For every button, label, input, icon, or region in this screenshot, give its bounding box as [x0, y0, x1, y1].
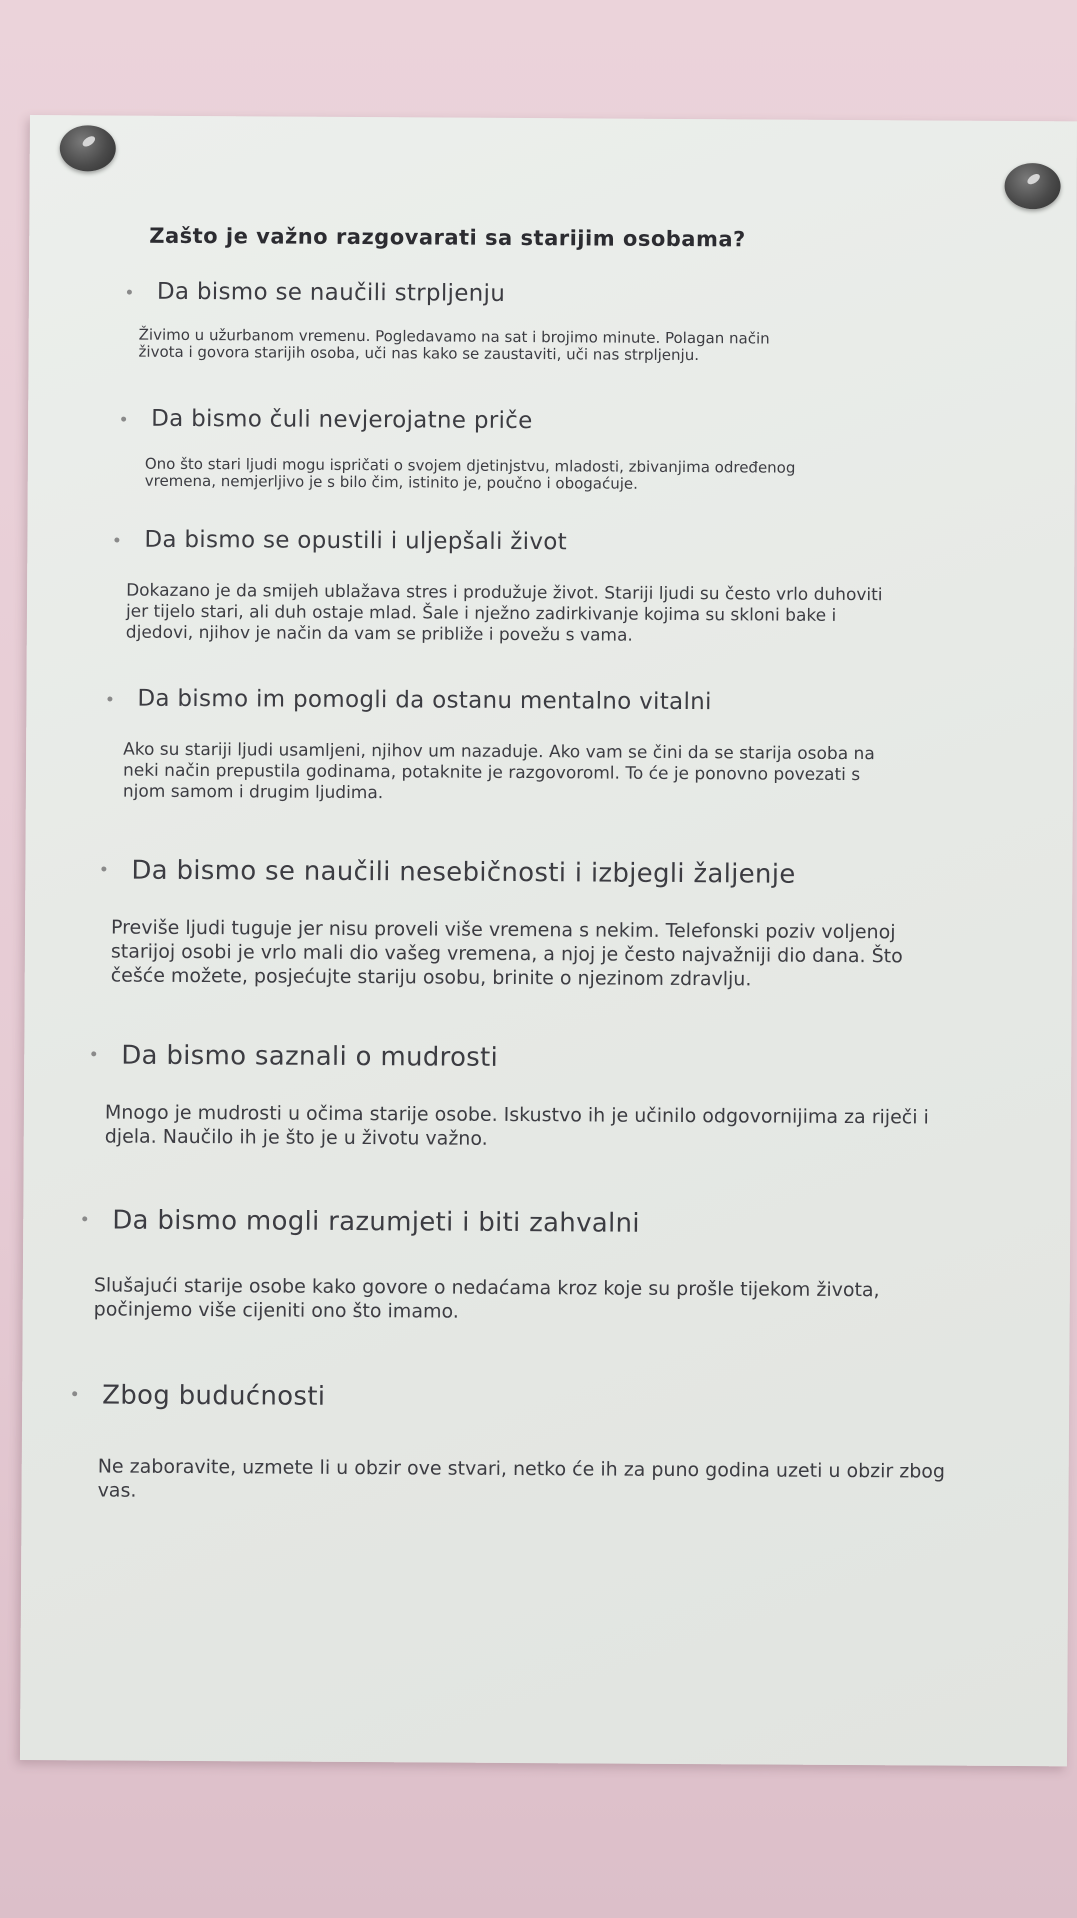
bullet-icon — [101, 866, 106, 871]
bullet-icon — [121, 417, 126, 422]
bullet-icon — [82, 1216, 87, 1221]
bullet-icon — [107, 696, 112, 701]
section-stories — [144, 405, 1077, 496]
section-text: Ono što stari ljudi mogu ispričati o svojem djetinjstvu, mladosti, zbivanjima određenog vremena, nemjerljivo je s bilo čim, istinito je, poučno i obogaćuje. — [144, 454, 796, 493]
section-text: Previše ljudi tuguje jer nisu proveli više vremena s nekim. Telefonski poziv voljenoj starijoj osobi je vrlo mali dio vašeg vremena, a njoj je često najvažniji dio dana. Što češće možete, posjećujte stariju osobu, brinite o njezinom zdravlju. — [110, 916, 903, 991]
section-gratitude — [93, 1205, 1077, 1328]
section-heading: Da bismo se naučili nesebičnosti i izbjegli žaljenje — [131, 856, 1077, 892]
bullet-icon — [91, 1051, 96, 1056]
section-text: Ako su stariji ljudi usamljeni, njihov um nazaduje. Ako vam se čini da se starija osoba na neki način prepustila godinama, potaknite je razgovoroml. To će je ponovno povezati s njom samom i drugim ljudima. — [122, 739, 875, 804]
section-heading: Zbog budućnosti — [102, 1380, 1077, 1416]
section-heading: Da bismo se naučili strpljenju — [157, 279, 1077, 311]
section-wisdom — [104, 1040, 1077, 1155]
section-heading: Da bismo čuli nevjerojatne priče — [151, 406, 1077, 438]
bullet-icon — [114, 538, 119, 543]
section-text: Živimo u užurbanom vremenu. Pogledavamo na sat i brojimo minute. Polagan način života i govora starijih osoba, uči nas kako se zaustaviti, uči nas strpljenju. — [138, 325, 770, 365]
sheet-content — [20, 115, 1077, 1766]
section-relax — [125, 526, 1077, 650]
section-heading: Da bismo im pomogli da ostanu mentalno vitalni — [137, 686, 1077, 718]
section-mental — [122, 685, 1077, 809]
printed-sheet — [20, 115, 1077, 1766]
section-heading: Da bismo saznali o mudrosti — [121, 1041, 1077, 1077]
section-future — [97, 1380, 1077, 1508]
section-text: Dokazano je da smijeh ublažava stres i produžuje život. Stariji ljudi su često vrlo duhoviti jer tijelo stari, ali duh ostaje mlad. Šale i nježno zadirkivanje kojima su skloni bake i djedovi, njihov je način da vam se približe i povežu s vama. — [125, 580, 883, 646]
bullet-icon — [72, 1391, 77, 1396]
page-title: Zašto je važno razgovarati sa starijim osobama? — [149, 223, 746, 252]
section-heading: Da bismo mogli razumjeti i biti zahvalni — [112, 1206, 1077, 1242]
section-selflessness — [110, 855, 1077, 994]
bullet-icon — [127, 290, 132, 295]
section-heading: Da bismo se opustili i uljepšali život — [144, 527, 1077, 559]
section-text: Slušajući starije osobe kako govore o nedaćama kroz koje su prošle tijekom života, počinjemo više cijeniti ono što imamo. — [93, 1274, 880, 1323]
section-text: Ne zaboravite, uzmete li u obzir ove stvari, netko će ih za puno godina uzeti u obzir zbog vas. — [97, 1455, 946, 1502]
section-patience — [138, 278, 1077, 367]
section-text: Mnogo je mudrosti u očima starije osobe. Iskustvo ih je učinilo odgovornijima za riječi i djela. Naučilo ih je što je u životu važno. — [104, 1101, 929, 1150]
